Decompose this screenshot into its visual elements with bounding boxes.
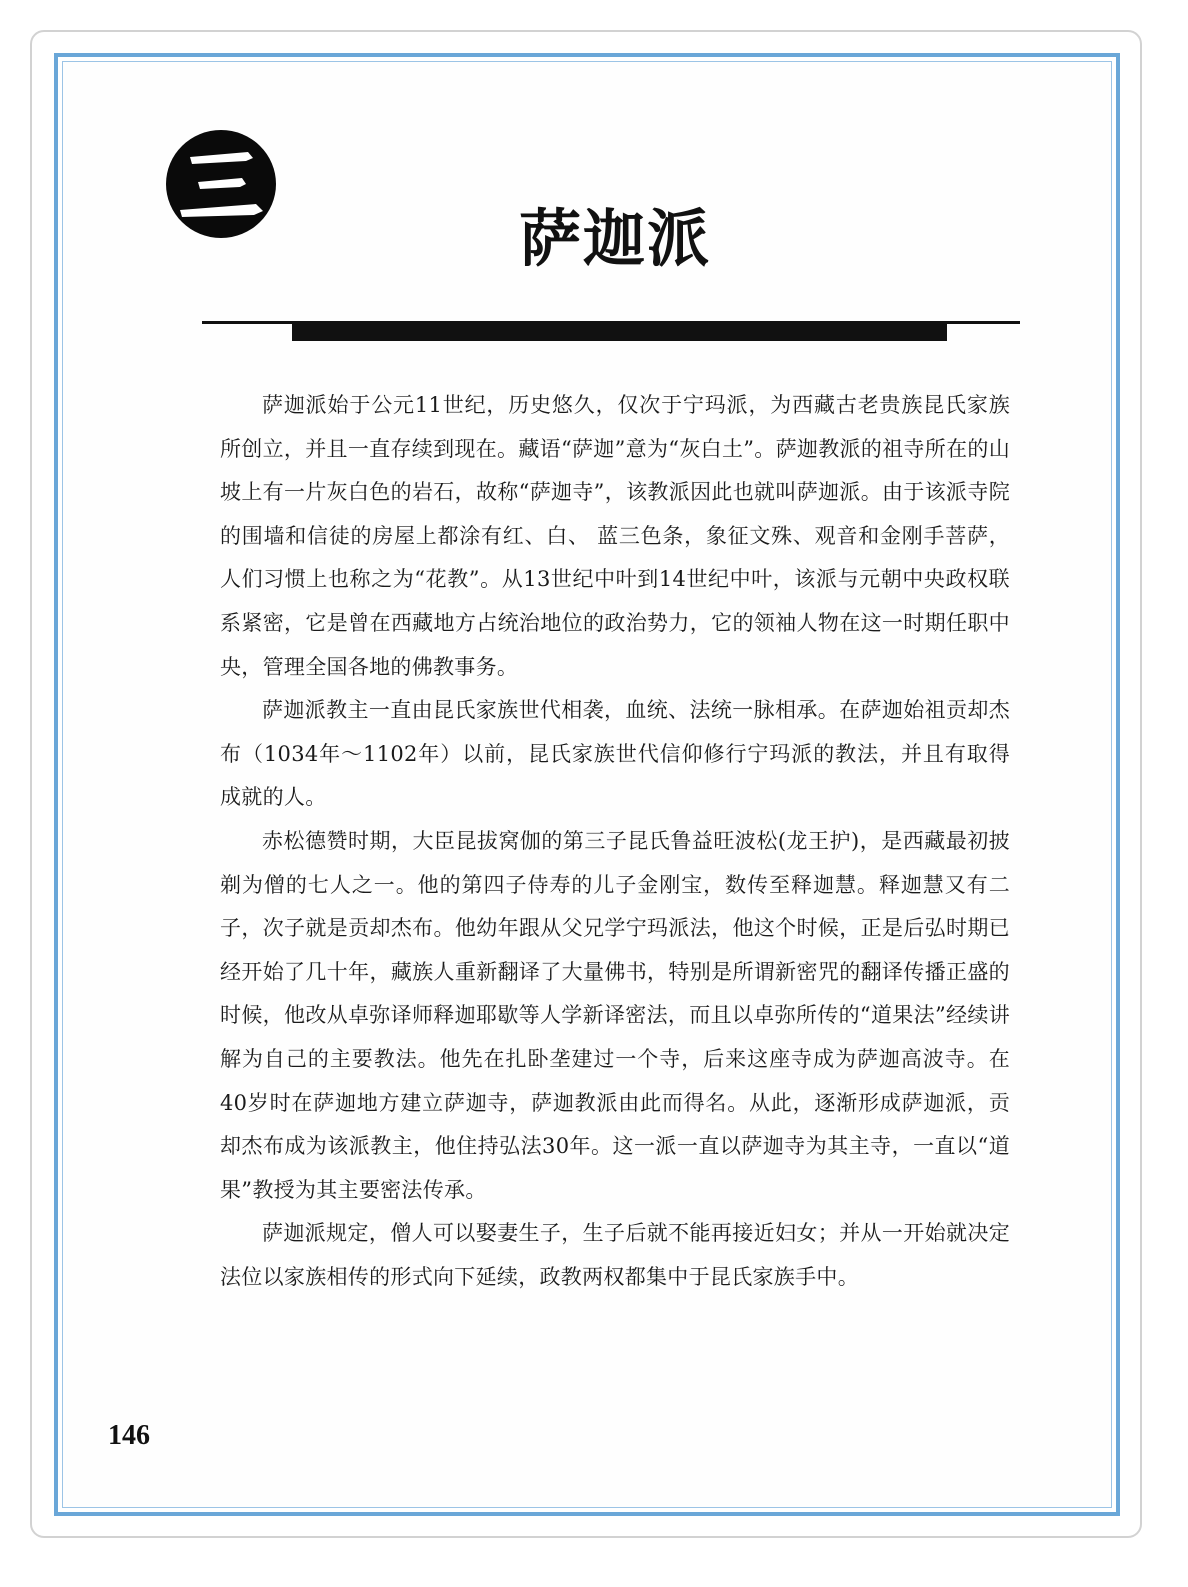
body-text	[220, 384, 1010, 1299]
chapter-title: 萨迦派	[518, 202, 711, 275]
chapter-number-badge	[166, 130, 276, 238]
paragraph: 赤松德赞时期，大臣昆拔窝伽的第三子昆氏鲁益旺波松(龙王护)，是西藏最初披剃为僧的七人之一。他的第四子侍寿的儿子金刚宝，数传至释迦慧。释迦慧又有二子，次子就是贡却杰布。他幼年跟从父兄学宁玛派法，他这个时候，正是后弘时期已经开始了几十年，藏族人重新翻译了大量佛书，特别是所谓新密咒的翻译传播正盛的时候，他改从卓弥译师释迦耶歇等人学新译密法，而且以卓弥所传的“道果法”经续讲解为自己的主要教法。他先在扎卧垄建过一个寺，后来这座寺成为萨迦高波寺。在40岁时在萨迦地方建立萨迦寺，萨迦教派由此而得名。从此，逐渐形成萨迦派，贡却杰布成为该派教主，他住持弘法30年。这一派一直以萨迦寺为其主寺，一直以“道果”教授为其主要密法传承。	[220, 828, 1010, 1202]
title-rule-thick	[292, 324, 947, 341]
paragraph: 萨迦派教主一直由昆氏家族世代相袭，血统、法统一脉相承。在萨迦始祖贡却杰布（1034年～1102年）以前，昆氏家族世代信仰修行宁玛派的教法，并且有取得成就的人。	[220, 698, 1010, 810]
chapter-number-glyph	[166, 130, 276, 238]
paragraph: 萨迦派始于公元11世纪，历史悠久，仅次于宁玛派，为西藏古老贵族昆氏家族所创立，并且一直存续到现在。藏语“萨迦”意为“灰白土”。萨迦教派的祖寺所在的山坡上有一片灰白色的岩石，故称“萨迦寺”，该教派因此也就叫萨迦派。由于该派寺院的围墙和信徒的房屋上都涂有红、白、 蓝三色条，象征文殊、观音和金刚手菩萨，人们习惯上也称之为“花教”。从13世纪中叶到14世纪中叶，该派与元朝中央政权联系紧密，它是曾在西藏地方占统治地位的政治势力，它的领袖人物在这一时期任职中央，管理全国各地的佛教事务。	[220, 393, 1010, 679]
page-number: 146	[108, 1420, 150, 1451]
paragraph: 萨迦派规定，僧人可以娶妻生子，生子后就不能再接近妇女；并从一开始就决定法位以家族相传的形式向下延续，政教两权都集中于昆氏家族手中。	[220, 1221, 1010, 1289]
